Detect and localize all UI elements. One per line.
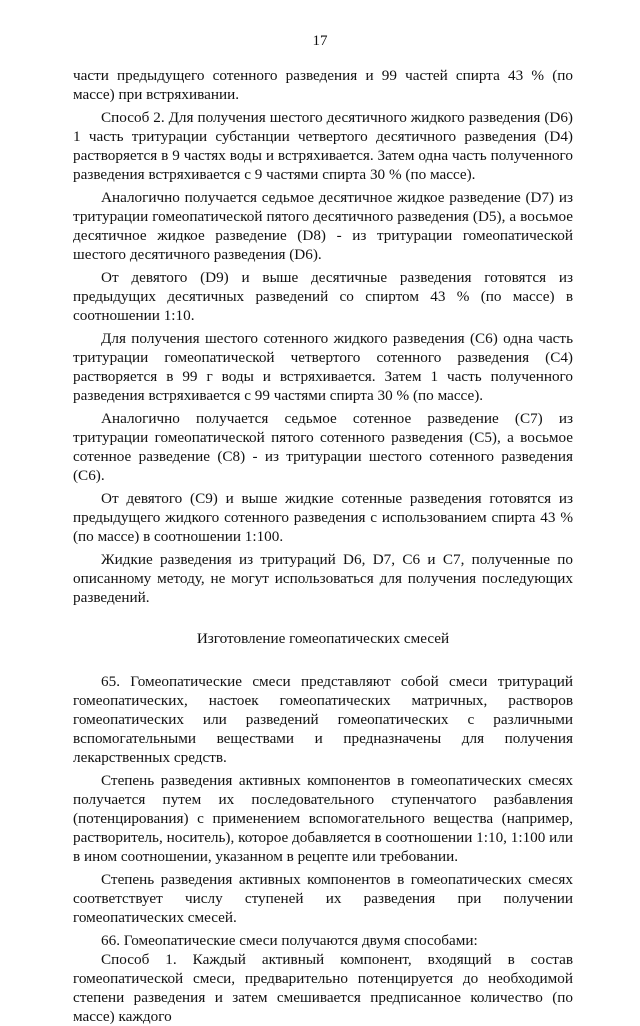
paragraph: Для получения шестого сотенного жидкого разведения (С6) одна часть тритурации гомеопатической четвертого сотенного разведения (С4) растворяется в 99 г воды и встряхивается. Затем 1 часть полученного разведения встряхивается с 99 частями спирта 30 % (по массе). xyxy=(73,330,573,404)
paragraph: Аналогично получается седьмое десятичное жидкое разведение (D7) из тритурации гомеопатической пятого десятичного разведения (D5), а восьмое десятичное жидкое разведение (D8) - из тритурации гомеопатической шестого десятичного разведения (D6). xyxy=(73,189,573,263)
paragraph: Способ 2. Для получения шестого десятичного жидкого разведения (D6) 1 часть тритурации субстанции четвертого десятичного разведения (D4) растворяется в 9 частях воды и встряхивается. Затем одна часть полученного разведения встряхивается с 9 частями спирта 30 % (по массе). xyxy=(73,109,573,183)
paragraph: 66. Гомеопатические смеси получаются двумя способами: xyxy=(101,932,478,949)
page-number: 17 xyxy=(312,33,328,49)
paragraph: 65. Гомеопатические смеси представляют собой смеси тритураций гомеопатических, настоек гомеопатических матричных, растворов гомеопатических или разведений гомеопатических с различными вспомогательными веществами и предназначены для получения лекарственных средств. xyxy=(73,673,573,766)
paragraph: От девятого (С9) и выше жидкие сотенные разведения готовятся из предыдущего жидкого сотенного разведения с использованием спирта 43 % (по массе) в соотношении 1:100. xyxy=(73,490,573,545)
page-body xyxy=(73,66,573,1026)
paragraph: Степень разведения активных компонентов в гомеопатических смесях соответствует числу ступеней их разведения при получении гомеопатических смесей. xyxy=(73,871,573,926)
section-heading: Изготовление гомеопатических смесей xyxy=(196,630,450,647)
paragraph: Степень разведения активных компонентов в гомеопатических смесях получается путем их последовательного ступенчатого разбавления (потенцирования) с применением вспомогательного вещества (например, растворитель, носитель), которое добавляется в соотношении 1:10, 1:100 или в ином соотношении, указанном в рецепте или требовании. xyxy=(73,772,573,865)
paragraph: части предыдущего сотенного разведения и 99 частей спирта 43 % (по массе) при встряхивании. xyxy=(73,67,573,103)
paragraph: Способ 1. Каждый активный компонент, входящий в состав гомеопатической смеси, предварительно потенцируется до необходимой степени разведения и затем смешивается предписанное количество (по массе) каждого xyxy=(73,951,573,1025)
paragraph: Аналогично получается седьмое сотенное разведение (С7) из тритурации гомеопатической пятого сотенного разведения (С5), а восьмое сотенное разведение (С8) - из тритурации шестого сотенного разведения (С6). xyxy=(73,410,573,484)
paragraph: Жидкие разведения из тритураций D6, D7, C6 и C7, полученные по описанному методу, не могут использоваться для получения последующих разведений. xyxy=(73,551,573,606)
paragraph: От девятого (D9) и выше десятичные разведения готовятся из предыдущих десятичных разведений со спиртом 43 % (по массе) в соотношении 1:10. xyxy=(73,269,573,324)
